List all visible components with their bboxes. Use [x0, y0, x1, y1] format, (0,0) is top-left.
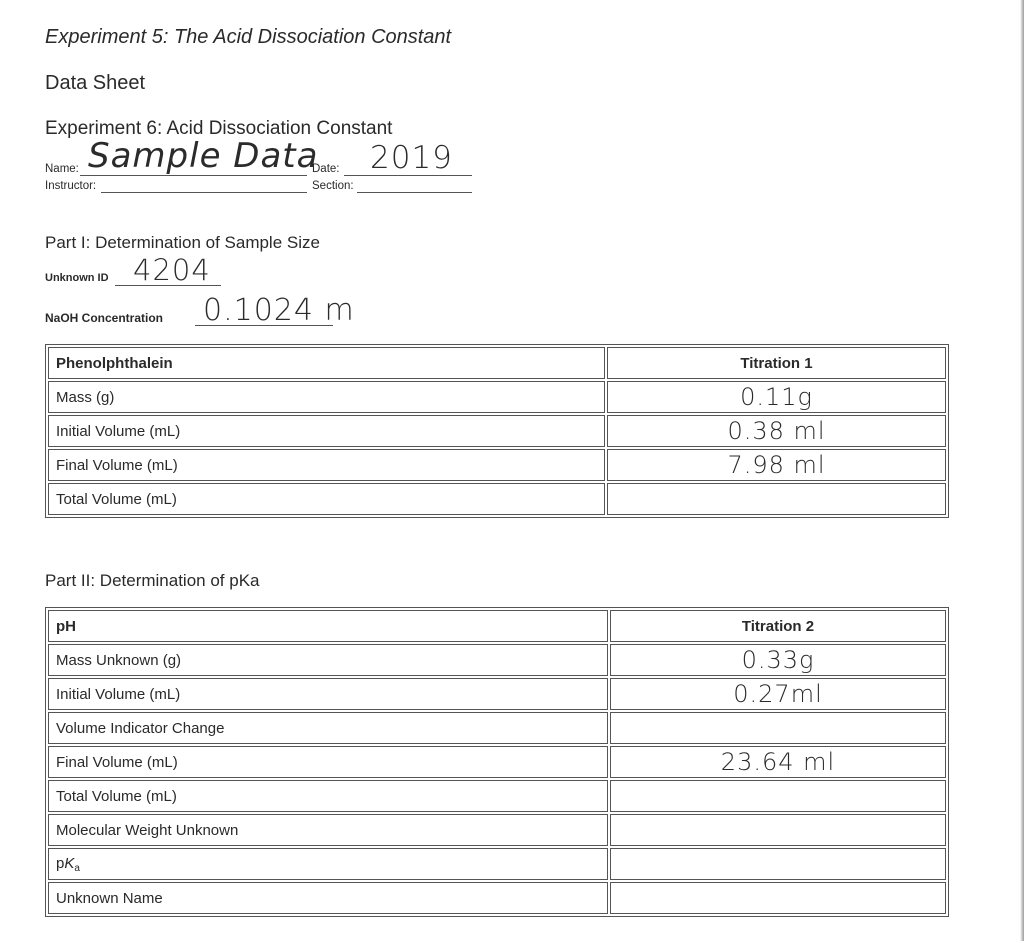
row-label-initial-volume: Initial Volume (mL) — [48, 678, 608, 710]
titration-2-cell-initial-volume[interactable] — [610, 678, 946, 710]
table-row — [48, 678, 946, 710]
table-row — [48, 780, 946, 812]
table-row — [48, 644, 946, 676]
table-header-row — [48, 347, 946, 379]
unknown-id-label: Unknown ID — [45, 272, 109, 284]
experiment-subtitle: Experiment 6: Acid Dissociation Constant — [45, 118, 393, 139]
row-label-unknown-name: Unknown Name — [48, 882, 608, 914]
row-label-pka — [48, 848, 608, 880]
row-label-total-volume: Total Volume (mL) — [48, 780, 608, 812]
titration-2-cell-unknown-name[interactable] — [610, 882, 946, 914]
naoh-concentration-value[interactable]: 0.1024 m — [203, 293, 355, 328]
titration-2-cell-mass-unknown[interactable] — [610, 644, 946, 676]
titration-1-cell-initial-volume[interactable] — [607, 415, 946, 447]
instructor-label: Instructor: — [45, 180, 97, 192]
titration-1-header: Titration 1 — [607, 347, 946, 379]
date-value[interactable]: 2019 — [370, 140, 453, 176]
table-row — [48, 415, 946, 447]
pka-subscript: a — [74, 862, 80, 874]
handwritten-final-volume: 23.64 ml — [720, 748, 836, 776]
ph-table — [45, 607, 949, 917]
table-row — [48, 848, 946, 880]
table-row — [48, 381, 946, 413]
section-label: Section: — [312, 180, 354, 192]
titration-2-cell-volume-indicator-change[interactable] — [610, 712, 946, 744]
handwritten-mass-unknown: 0.33g — [741, 646, 815, 674]
handwritten-mass: 0.11g — [740, 383, 813, 411]
row-label-final-volume: Final Volume (mL) — [48, 449, 605, 481]
table-row — [48, 746, 946, 778]
titration-1-cell-mass[interactable] — [607, 381, 946, 413]
row-label-final-volume: Final Volume (mL) — [48, 746, 608, 778]
titration-2-cell-pka[interactable] — [610, 848, 946, 880]
experiment-title: Experiment 5: The Acid Dissociation Constant — [45, 26, 452, 48]
table-row — [48, 483, 946, 515]
table-header-row — [48, 610, 946, 642]
titration-1-cell-total-volume[interactable] — [607, 483, 946, 515]
titration-1-cell-final-volume[interactable] — [607, 449, 946, 481]
part1-heading: Part I: Determination of Sample Size — [45, 233, 320, 252]
ph-header: pH — [48, 610, 608, 642]
titration-2-header: Titration 2 — [610, 610, 946, 642]
titration-2-cell-molecular-weight-unknown[interactable] — [610, 814, 946, 846]
table-row — [48, 882, 946, 914]
pka-p: p — [56, 854, 65, 872]
table-row — [48, 449, 946, 481]
part2-heading: Part II: Determination of pKa — [45, 571, 260, 590]
row-label-initial-volume: Initial Volume (mL) — [48, 415, 605, 447]
name-value[interactable]: Sample Data — [88, 136, 319, 176]
row-label-mass: Mass (g) — [48, 381, 605, 413]
handwritten-initial-volume: 0.38 ml — [727, 417, 826, 445]
unknown-id-value[interactable]: 4204 — [133, 253, 211, 287]
table-row — [48, 712, 946, 744]
handwritten-final-volume: 7.98 ml — [727, 451, 826, 479]
sheet-title: Data Sheet — [45, 72, 146, 94]
titration-2-cell-final-volume[interactable] — [610, 746, 946, 778]
row-label-total-volume: Total Volume (mL) — [48, 483, 605, 515]
naoh-concentration-label: NaOH Concentration — [45, 311, 164, 325]
row-label-molecular-weight-unknown: Molecular Weight Unknown — [48, 814, 608, 846]
phenolphthalein-header: Phenolphthalein — [48, 347, 605, 379]
row-label-mass-unknown: Mass Unknown (g) — [48, 644, 608, 676]
table-row — [48, 814, 946, 846]
date-label: Date: — [312, 163, 340, 175]
section-line — [357, 192, 472, 193]
phenolphthalein-table — [45, 344, 949, 518]
instructor-line — [101, 192, 307, 193]
row-label-volume-indicator-change: Volume Indicator Change — [48, 712, 608, 744]
handwritten-initial-volume: 0.27ml — [733, 680, 823, 708]
page-edge-shadow — [1020, 0, 1024, 941]
name-label: Name: — [45, 163, 79, 175]
pka-k: K — [64, 854, 75, 872]
titration-2-cell-total-volume[interactable] — [610, 780, 946, 812]
